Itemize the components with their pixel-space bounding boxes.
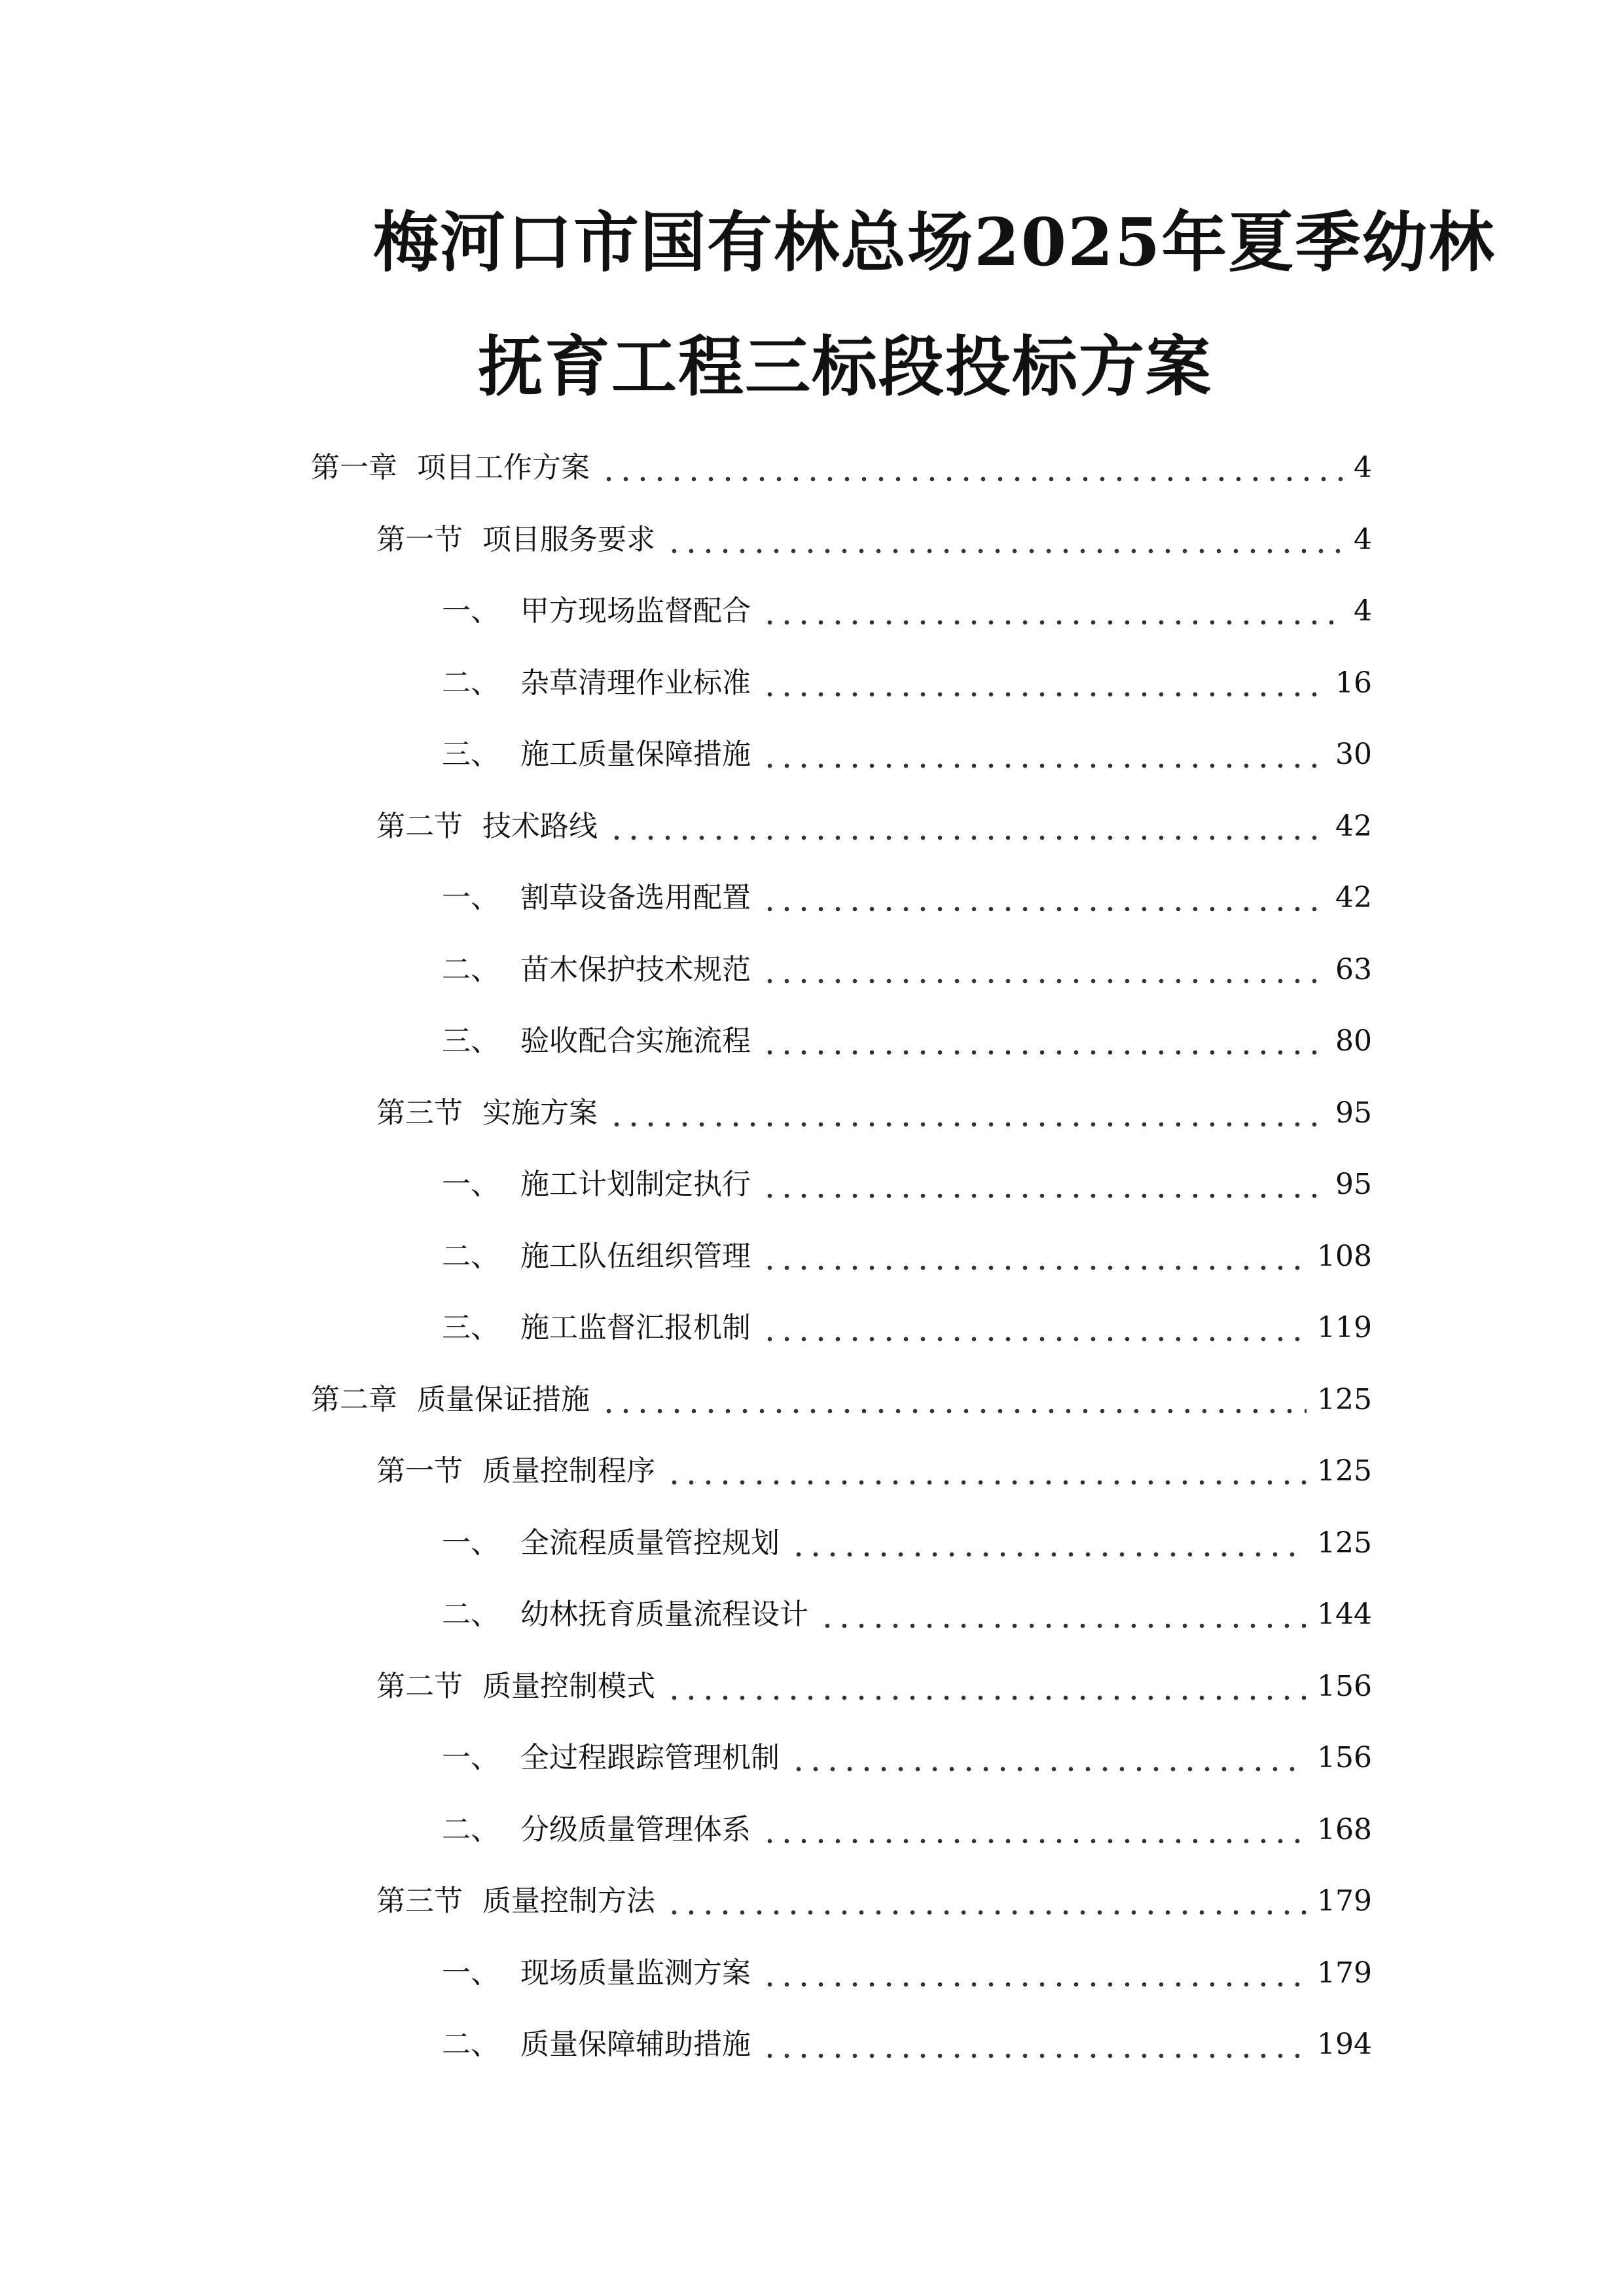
toc-entry-title: 施工监督汇报机制 <box>520 1311 751 1344</box>
toc-entry-title: 施工质量保障措施 <box>520 738 751 771</box>
dot-leader <box>608 1099 1325 1128</box>
toc-entry-title: 全流程质量管控规划 <box>520 1526 780 1560</box>
toc-entry-page-number: 4 <box>1354 594 1372 628</box>
dot-leader <box>790 1529 1307 1558</box>
toc-entry-title: 施工计划制定执行 <box>520 1168 751 1201</box>
document-title-line-1: 梅河口市国有林总场2025年夏季幼林 <box>373 204 1496 281</box>
toc-entry-number: 二、 <box>442 2028 499 2061</box>
toc-entry[interactable] <box>442 1517 1372 1570</box>
dot-leader <box>600 1386 1307 1414</box>
toc-entry-number: 三、 <box>442 1024 499 1058</box>
toc-entry-page-number: 63 <box>1335 952 1372 986</box>
toc-entry-number: 一、 <box>442 1526 499 1560</box>
toc-entry[interactable] <box>442 872 1372 924</box>
toc-entry[interactable] <box>376 1875 1372 1928</box>
document-title-line-2: 抚育工程三标段投标方案 <box>478 328 1212 405</box>
dot-leader <box>819 1600 1307 1629</box>
toc-entry-number: 一、 <box>442 881 499 914</box>
toc-entry[interactable] <box>442 2018 1372 2071</box>
toc-entry-title: 质量控制方法 <box>482 1884 655 1918</box>
dot-leader <box>761 1816 1307 1844</box>
toc-entry[interactable] <box>376 514 1372 566</box>
toc-entry-number: 第一章 <box>311 451 397 484</box>
toc-entry-title: 技术路线 <box>482 809 598 843</box>
dot-leader <box>761 1242 1307 1271</box>
toc-entry-number: 第三节 <box>376 1096 463 1130</box>
toc-entry-number: 二、 <box>442 1598 499 1631</box>
toc-entry-title: 验收配合实施流程 <box>520 1024 751 1058</box>
toc-entry-number: 第二节 <box>376 1669 463 1703</box>
toc-entry-page-number: 156 <box>1317 1741 1372 1774</box>
toc-entry[interactable] <box>442 1015 1372 1067</box>
toc-entry-number: 二、 <box>442 952 499 986</box>
toc-entry-page-number: 4 <box>1354 451 1372 484</box>
toc-entry[interactable] <box>442 1947 1372 2000</box>
toc-entry[interactable] <box>376 1087 1372 1139</box>
toc-entry-page-number: 42 <box>1335 881 1372 914</box>
toc-entry-page-number: 95 <box>1335 1168 1372 1201</box>
toc-entry-title: 实施方案 <box>482 1096 598 1130</box>
toc-entry-title: 项目服务要求 <box>482 522 655 556</box>
toc-entry[interactable] <box>376 1660 1372 1713</box>
toc-entry-page-number: 179 <box>1317 1956 1372 1990</box>
dot-leader <box>761 597 1343 626</box>
toc-entry-number: 一、 <box>442 1956 499 1990</box>
toc-entry-title: 割草设备选用配置 <box>520 881 751 914</box>
toc-entry-title: 甲方现场监督配合 <box>520 594 751 628</box>
dot-leader <box>790 1744 1307 1772</box>
toc-entry-number: 二、 <box>442 666 499 700</box>
toc-entry-page-number: 194 <box>1317 2028 1372 2061</box>
toc-entry-title: 施工队伍组织管理 <box>520 1239 751 1273</box>
toc-entry-title: 杂草清理作业标准 <box>520 666 751 700</box>
dot-leader <box>761 1314 1307 1342</box>
toc-entry[interactable] <box>442 585 1372 637</box>
toc-entry[interactable] <box>442 1158 1372 1211</box>
toc-entry-number: 一、 <box>442 1168 499 1201</box>
toc-entry-page-number: 80 <box>1335 1024 1372 1058</box>
toc-entry[interactable] <box>311 1374 1372 1426</box>
toc-entry-page-number: 156 <box>1317 1669 1372 1703</box>
toc-entry-page-number: 179 <box>1317 1884 1372 1918</box>
dot-leader <box>666 1457 1307 1486</box>
toc-entry-page-number: 42 <box>1335 809 1372 843</box>
toc-entry[interactable] <box>442 1804 1372 1856</box>
toc-entry[interactable] <box>311 442 1372 494</box>
toc-entry-title: 全过程跟踪管理机制 <box>520 1741 780 1774</box>
toc-entry-title: 质量控制程序 <box>482 1454 655 1488</box>
toc-entry[interactable] <box>442 1588 1372 1641</box>
dot-leader <box>666 526 1343 554</box>
toc-entry-title: 分级质量管理体系 <box>520 1812 751 1846</box>
toc-entry[interactable] <box>442 728 1372 781</box>
dot-leader <box>761 1959 1307 1988</box>
toc-entry-title: 质量保障辅助措施 <box>520 2028 751 2061</box>
dot-leader <box>608 812 1325 841</box>
toc-entry-title: 幼林抚育质量流程设计 <box>520 1598 808 1631</box>
toc-entry-number: 第一节 <box>376 522 463 556</box>
dot-leader <box>761 1170 1325 1199</box>
toc-entry-page-number: 144 <box>1317 1598 1372 1631</box>
toc-entry-title: 苗木保护技术规范 <box>520 952 751 986</box>
dot-leader <box>761 1027 1325 1056</box>
dot-leader <box>761 669 1325 698</box>
toc-entry-number: 第一节 <box>376 1454 463 1488</box>
toc-entry-page-number: 119 <box>1317 1311 1372 1344</box>
toc-entry-page-number: 95 <box>1335 1096 1372 1130</box>
toc-entry[interactable] <box>442 1732 1372 1784</box>
toc-entry[interactable] <box>376 800 1372 853</box>
toc-entry-number: 一、 <box>442 594 499 628</box>
toc-entry-number: 二、 <box>442 1239 499 1273</box>
toc-entry[interactable] <box>442 944 1372 996</box>
toc-entry-title: 质量保证措施 <box>417 1382 590 1416</box>
toc-entry-page-number: 125 <box>1317 1526 1372 1560</box>
toc-entry-page-number: 4 <box>1354 522 1372 556</box>
toc-entry-page-number: 125 <box>1317 1454 1372 1488</box>
toc-entry-page-number: 168 <box>1317 1812 1372 1846</box>
toc-entry-page-number: 108 <box>1317 1239 1372 1273</box>
dot-leader <box>761 884 1325 912</box>
toc-entry-number: 第二节 <box>376 809 463 843</box>
toc-entry[interactable] <box>442 1302 1372 1354</box>
dot-leader <box>761 956 1325 984</box>
toc-entry[interactable] <box>376 1445 1372 1498</box>
toc-entry-title: 现场质量监测方案 <box>520 1956 751 1990</box>
toc-entry-number: 三、 <box>442 738 499 771</box>
toc-entry[interactable] <box>442 657 1372 709</box>
dot-leader <box>761 2030 1307 2059</box>
dot-leader <box>761 740 1325 769</box>
toc-entry-number: 二、 <box>442 1812 499 1846</box>
toc-entry-page-number: 125 <box>1317 1382 1372 1416</box>
toc-entry-page-number: 16 <box>1335 666 1372 700</box>
dot-leader <box>600 454 1343 482</box>
toc-entry[interactable] <box>442 1230 1372 1283</box>
dot-leader <box>666 1672 1307 1701</box>
toc-entry-title: 质量控制模式 <box>482 1669 655 1703</box>
toc-entry-number: 第三节 <box>376 1884 463 1918</box>
toc-entry-number: 三、 <box>442 1311 499 1344</box>
toc-entry-number: 一、 <box>442 1741 499 1774</box>
toc-entry-page-number: 30 <box>1335 738 1372 771</box>
toc-entry-title: 项目工作方案 <box>417 451 590 484</box>
toc-entry-number: 第二章 <box>311 1382 397 1416</box>
dot-leader <box>666 1887 1307 1916</box>
